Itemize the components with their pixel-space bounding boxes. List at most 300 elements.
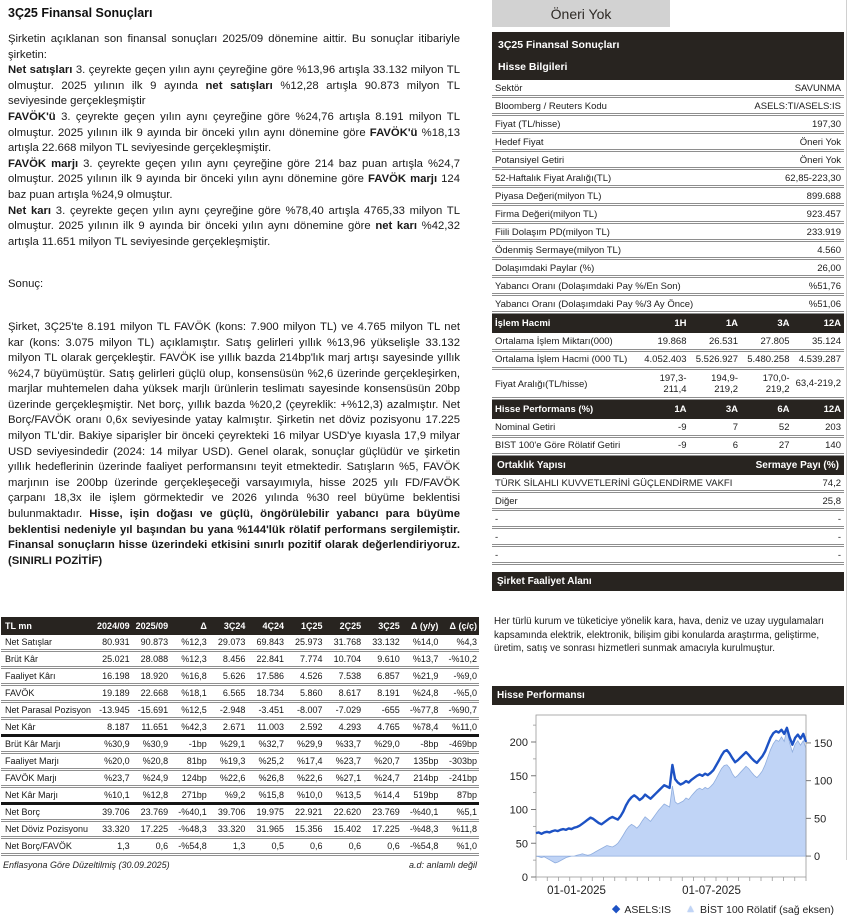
row-label: Net Kâr	[1, 719, 93, 736]
text-run: FAVÖK marjı	[367, 173, 438, 186]
faaliyet-header: Şirket Faaliyet Alanı	[492, 572, 844, 591]
cell-value: 81bp	[170, 753, 209, 770]
cell-value: 10.704	[325, 651, 364, 668]
row-value: 233.919	[806, 226, 841, 238]
financials-table-section	[1, 617, 479, 870]
table-row	[492, 116, 844, 134]
col-6a: 6A	[777, 404, 790, 415]
cell-value: %12,8	[132, 787, 171, 804]
table-row	[492, 98, 844, 116]
table-row	[1, 702, 479, 719]
cell-value: 7.538	[325, 668, 364, 685]
row-value: 4.539.287	[798, 354, 841, 365]
column-header: 4Ç24	[247, 617, 286, 635]
cell-value: %11,8	[440, 821, 479, 838]
cell-value: -13.945	[93, 702, 132, 719]
chart-legend	[492, 904, 844, 916]
table-row	[492, 370, 844, 400]
row-value: -	[837, 549, 841, 561]
cell-value: 0,6	[286, 838, 325, 855]
cell-value: -8.007	[286, 702, 325, 719]
table-row	[1, 685, 479, 702]
cell-value: %30,9	[132, 736, 171, 753]
cell-value: %26,8	[247, 770, 286, 787]
performans-table	[492, 419, 844, 456]
table-row	[492, 188, 844, 206]
cell-value: 22.921	[286, 804, 325, 821]
table-row	[492, 260, 844, 278]
row-label: Net Kâr Marjı	[1, 787, 93, 804]
text-run: 3. çeyrekte geçen yılın aynı çeyreğine göre 214 baz puan artışla %24,7 olmuştur. 2025 yılının ilk 9 ayında bir önceki yılın aynı dönemine göre	[8, 157, 460, 186]
cell-value: 0,5	[247, 838, 286, 855]
cell-value: 2.592	[286, 719, 325, 736]
table-row	[492, 333, 844, 352]
cell-value: 0,6	[132, 838, 171, 855]
triangle-marker-icon: ▲	[685, 903, 696, 915]
footnote-left: Enflasyona Göre Düzeltilmiş (30.09.2025)	[3, 860, 170, 870]
cell-value: 8.456	[209, 651, 248, 668]
table-row	[492, 170, 844, 188]
legend-item-asels	[612, 904, 671, 916]
cell-value: 0,6	[325, 838, 364, 855]
cell-value: %29,9	[286, 736, 325, 753]
row-label: Fiyat Aralığı(TL/hisse)	[495, 378, 588, 390]
cell-value: -%48,3	[170, 821, 209, 838]
cell-value: 22.841	[247, 651, 286, 668]
cell-value: 8.617	[325, 685, 364, 702]
cell-value: %4,3	[440, 635, 479, 651]
cell-value: 29.073	[209, 635, 248, 651]
row-value: 197,3- 211,4	[659, 372, 687, 395]
left-tick-label: 50	[515, 837, 528, 850]
row-value: 4.560	[817, 244, 841, 256]
cell-value: -%9,0	[440, 668, 479, 685]
cell-value: %13,5	[325, 787, 364, 804]
cell-value: 19.975	[247, 804, 286, 821]
row-label: Fiili Dolaşım PD(milyon TL)	[495, 226, 610, 238]
cell-value: %21,9	[402, 668, 441, 685]
cell-value: -%54,8	[170, 838, 209, 855]
table-row	[492, 438, 844, 457]
performance-chart-svg	[492, 709, 844, 901]
cell-value: -2.948	[209, 702, 248, 719]
cell-value: 214bp	[402, 770, 441, 787]
table-row	[1, 753, 479, 770]
cell-value: %18,1	[170, 685, 209, 702]
row-label: -	[495, 531, 499, 543]
column-header: Δ (ç/ç)	[440, 617, 479, 635]
row-label: Firma Değeri(milyon TL)	[495, 208, 598, 220]
table-row	[1, 651, 479, 668]
cell-value: %27,1	[325, 770, 364, 787]
row-value: 923.457	[806, 208, 841, 220]
cell-value: -8bp	[402, 736, 441, 753]
section-title: İşlem Hacmi	[495, 318, 551, 329]
row-value: 27	[778, 440, 790, 451]
cell-value: 25.021	[93, 651, 132, 668]
cell-value: %17,4	[286, 753, 325, 770]
col-12a: 12A	[823, 404, 841, 415]
row-value: Öneri Yok	[799, 136, 841, 148]
row-label: Yabancı Oranı (Dolaşımdaki Pay %/En Son)	[495, 280, 681, 292]
table-row	[1, 719, 479, 736]
row-label: Sektör	[495, 82, 523, 94]
cell-value: %12,5	[170, 702, 209, 719]
section-title: Hisse Performans (%)	[495, 404, 594, 415]
cell-value: %16,8	[170, 668, 209, 685]
cell-value: 69.843	[247, 635, 286, 651]
report-paragraph	[8, 110, 460, 157]
row-label: Dolaşımdaki Paylar (%)	[495, 262, 595, 274]
cell-value: -303bp	[440, 753, 479, 770]
cell-value: %20,8	[132, 753, 171, 770]
cell-value: 23.769	[363, 804, 402, 821]
column-header: 1Ç25	[286, 617, 325, 635]
cell-value: -%40,1	[402, 804, 441, 821]
row-label: Fiyat (TL/hisse)	[495, 118, 561, 130]
row-value: 140	[825, 440, 841, 451]
row-label: 52-Haftalık Fiyat Aralığı(TL)	[495, 172, 612, 184]
cell-value: 39.706	[93, 804, 132, 821]
column-header: 2024/09	[93, 617, 132, 635]
row-label: Yabancı Oranı (Dolaşımdaki Pay %/3 Ay Önce)	[495, 298, 694, 310]
cell-value: %42,3	[170, 719, 209, 736]
cell-value: -15.691	[132, 702, 171, 719]
cell-value: %23,7	[325, 753, 364, 770]
cell-value: 4.765	[363, 719, 402, 736]
text-run: net satışları	[205, 79, 273, 92]
table-row	[492, 547, 844, 565]
row-value: 25,8	[822, 495, 841, 507]
col-1a: 1A	[674, 404, 687, 415]
cell-value: 135bp	[402, 753, 441, 770]
table-row	[1, 736, 479, 753]
row-label: Nominal Getiri	[495, 421, 556, 433]
row-value: 19.868	[657, 335, 687, 347]
cell-value: 25.973	[286, 635, 325, 651]
table-row	[492, 224, 844, 242]
row-value: -	[837, 531, 841, 543]
row-value: Öneri Yok	[799, 154, 841, 166]
cell-value: 5.860	[286, 685, 325, 702]
cell-value: 5.626	[209, 668, 248, 685]
islem-hacmi-table	[492, 333, 844, 400]
financials-table	[1, 617, 479, 856]
text-run: 3. çeyrekte geçen yılın aynı çeyreğine göre %78,40 artışla 4765,33 milyon TL olmuştur. 2025 yılının ilk 9 ayında bir önceki yılın aynı dönemine göre	[8, 204, 460, 233]
row-label: Ödenmiş Sermaye(milyon TL)	[495, 244, 622, 256]
table-row	[492, 206, 844, 224]
cell-value: -%77,8	[402, 702, 441, 719]
text-run: 124 baz puan artışla %24,9 olmuştur.	[8, 173, 460, 201]
cell-value: -%10,2	[440, 651, 479, 668]
row-value: 899.688	[806, 190, 841, 202]
row-value: 6	[732, 440, 738, 451]
row-value: 26.531	[708, 335, 738, 347]
table-row	[1, 804, 479, 821]
report-paragraph	[8, 32, 460, 63]
cell-value: -%48,3	[402, 821, 441, 838]
right-tick-label: 50	[814, 812, 827, 825]
panel-header	[492, 32, 844, 80]
faaliyet-text: Her türlü kurum ve tüketiciye yönelik kara, hava, deniz ve uzay uygulamaları kapsamında elektrik, elektronik, bilişim gibi konularda araştırma, geliştirme, üretim, satış ve sonrası hizmetleri sunmak amacıyla kurulmuştur.	[494, 616, 824, 654]
page-right-border	[846, 0, 847, 860]
col-1h: 1H	[674, 318, 687, 329]
col-3a: 3A	[777, 318, 790, 329]
right-tick-label: 0	[814, 850, 821, 863]
cell-value: 271bp	[170, 787, 209, 804]
cell-value: %78,4	[402, 719, 441, 736]
conclusion-paragraph	[8, 320, 460, 570]
row-label: Faaliyet Marjı	[1, 753, 93, 770]
cell-value: 33.132	[363, 635, 402, 651]
cell-value: 18.920	[132, 668, 171, 685]
performance-chart	[492, 705, 844, 916]
table-row	[492, 352, 844, 371]
cell-value: %24,9	[132, 770, 171, 787]
cell-value: 23.769	[132, 804, 171, 821]
text-run: 3. çeyrekte geçen yılın aynı çeyreğine göre %13,96 artışla 33.132 milyon TL olmuştur. 2025 yılının ilk 9 ayında	[8, 64, 460, 92]
column-header: Δ (y/y)	[402, 617, 441, 635]
cell-value: -%90,7	[440, 702, 479, 719]
cell-value: %5,1	[440, 804, 479, 821]
cell-value: %1,0	[440, 838, 479, 855]
cell-value: %25,2	[247, 753, 286, 770]
cell-value: 16.198	[93, 668, 132, 685]
row-label: Piyasa Değeri(milyon TL)	[495, 190, 602, 202]
text-run: FAVÖK'ü	[8, 110, 56, 123]
panel-header-line1: 3Ç25 Finansal Sonuçları	[498, 39, 620, 51]
cell-value: -241bp	[440, 770, 479, 787]
cell-value: 87bp	[440, 787, 479, 804]
row-value: -9	[678, 421, 687, 433]
table-row	[1, 787, 479, 804]
text-run: %18,13 artışla 22.668 milyon TL seviyesinde gerçekleşmiştir.	[8, 126, 460, 155]
cell-value: 19.189	[93, 685, 132, 702]
row-value: 4.052.403	[644, 354, 687, 365]
column-header: 2Ç25	[325, 617, 364, 635]
column-header: 3Ç25	[363, 617, 402, 635]
col-3a: 3A	[725, 404, 738, 415]
cell-value: -7.029	[325, 702, 364, 719]
cell-value: %24,7	[363, 770, 402, 787]
cell-value: 124bp	[170, 770, 209, 787]
row-label: Ortalama İşlem Hacmi (000 TL)	[495, 354, 628, 366]
text-run: Şirket, 3Ç25'te 8.191 milyon TL FAVÖK (kons: 7.900 milyon TL) ve 4.765 milyon TL net kar (kons: 3.075 milyon TL) açıklamıştır. Satış gelirleri yıllık %13,96 yükselişle 33.132 milyon TL olarak gerçekleştir. FAVÖK ise yıllık bazda 214bp'lık marj artışı sayesinde yıllık %24,7 büyümüştür. Satış gelirleri güçlü olup, konsensüsün %2,6 üzerinde gerçekleşirken, marjlar muhtemelen daha yüksek marjlı ürünlerin teslimatı sayesinde konsensüsün 20bp üzerinde gerçekleşmiştir. Net borç, yıllık bazda %20,2 (çeyreklik: +%12,3) azalmıştır. Net Borç/FAVÖK oranı 0,6x seviyesinde yatay kalmıştır. Şirketin net döviz pozisyonu 17.225 milyon TL'dir. Bakiye siparişler bir önceki çeyrekteki 16 milyar USD'ye kıyasla 17,9 milyar USD seviyesindedir (2024: 14 milyar USD). Genel olarak, sonuçlar güçlüdür ve şirketin yıllık hedeflerinin üzerinde faaliyet performansını teyit etmektedir. Satışların %5, FAVÖK marjının ise 200bp üzerinde gerçekleşeceği varsayımıyla, hisse 2025 yılı FD/FAVÖK çarpanı 18,3x ile işlem görmektedir ve 2026 yılında %30 reel büyüme beklentisi bulunmaktadır.	[8, 320, 460, 521]
diamond-marker-icon: ◆	[611, 903, 621, 915]
text-run: 3. çeyrekte geçen yılın aynı çeyreğine göre %24,76 artışla 8.191 milyon TL olmuştur. 2025 yılının ilk 9 ayında bir önceki yılın aynı dönemine göre	[8, 110, 460, 139]
cell-value: %33,7	[325, 736, 364, 753]
legend-label-bist: BİST 100 Rölatif (sağ eksen)	[699, 903, 834, 916]
x-tick-label: 01-07-2025	[682, 884, 741, 897]
cell-value: 1,3	[209, 838, 248, 855]
left-tick-label: 0	[521, 871, 528, 884]
row-value: %51,06	[808, 298, 841, 310]
table-row	[1, 668, 479, 685]
cell-value: %9,2	[209, 787, 248, 804]
cell-value: -655	[363, 702, 402, 719]
row-value: -	[837, 513, 841, 525]
cell-value: -469bp	[440, 736, 479, 753]
row-label: Brüt Kâr	[1, 651, 93, 668]
cell-value: %20,0	[93, 753, 132, 770]
left-tick-label: 150	[509, 770, 528, 783]
cell-value: 18.734	[247, 685, 286, 702]
row-label: -	[495, 513, 499, 525]
report-paragraph	[8, 157, 460, 204]
cell-value: %12,3	[170, 635, 209, 651]
ortaklik-table	[492, 475, 844, 565]
table-row	[492, 511, 844, 529]
col-12a: 12A	[823, 318, 841, 329]
row-value: -9	[678, 440, 687, 451]
table-row	[492, 242, 844, 260]
table-row	[492, 296, 844, 314]
recommendation-tab[interactable]: Öneri Yok	[492, 0, 670, 27]
row-label: Ortalama İşlem Miktarı(000)	[495, 335, 613, 347]
row-value: ASELS:TI/ASELS:IS	[754, 100, 841, 112]
cell-value: 17.225	[363, 821, 402, 838]
row-value: %51,76	[808, 280, 841, 292]
cell-value: 33.320	[209, 821, 248, 838]
table-row	[1, 821, 479, 838]
text-run: Şirketin açıklanan son finansal sonuçları 2025/09 dönemine aittir. Bu sonuçlar itibariyle şirketin:	[8, 33, 460, 61]
cell-value: 4.526	[286, 668, 325, 685]
cell-value: 2.671	[209, 719, 248, 736]
right-tick-label: 150	[814, 737, 833, 750]
text-run: Net satışları	[8, 64, 73, 77]
chart-header: Hisse Performansı	[492, 686, 844, 705]
text-run: Net karı	[8, 204, 52, 217]
row-value: 35.124	[811, 335, 841, 347]
summary-panel	[492, 0, 844, 916]
row-label: Net Parasal Pozisyon	[1, 702, 93, 719]
row-value: 74,2	[822, 477, 841, 489]
cell-value: %23,7	[93, 770, 132, 787]
row-label: BIST 100'e Göre Rölatif Getiri	[495, 440, 621, 452]
cell-value: %24,8	[402, 685, 441, 702]
text-run: %42,32 artışla 11.651 milyon TL seviyesinde gerçekleşmiştir.	[8, 220, 460, 248]
performans-header	[492, 400, 844, 419]
financials-footnote	[1, 856, 479, 870]
islem-hacmi-header	[492, 314, 844, 333]
row-value: 203	[825, 421, 841, 433]
cell-value: 9.610	[363, 651, 402, 668]
row-value: 5.526.927	[695, 354, 738, 365]
text-run: FAVÖK'ü	[369, 126, 418, 139]
panel-header-line2: Hisse Bilgileri	[498, 61, 568, 73]
row-label: Hedef Fiyat	[495, 136, 544, 148]
cell-value: 33.320	[93, 821, 132, 838]
table-row	[492, 529, 844, 547]
row-label: TÜRK SİLAHLI KUVVETLERİNİ GÜÇLENDİRME VAKFI	[495, 477, 733, 489]
row-value: 170,0- 219,2	[762, 372, 790, 395]
left-tick-label: 100	[509, 804, 528, 816]
row-value: 194,9- 219,2	[711, 372, 738, 395]
row-label: Net Borç	[1, 804, 93, 821]
cell-value: 4.293	[325, 719, 364, 736]
row-value: 26,00	[817, 262, 841, 274]
table-row	[1, 770, 479, 787]
row-label: FAVÖK Marjı	[1, 770, 93, 787]
report-body	[8, 6, 460, 569]
cell-value: 6.565	[209, 685, 248, 702]
row-value: 5.480.258	[747, 354, 790, 365]
right-tick-label: 100	[814, 775, 833, 788]
column-header: Δ	[170, 617, 209, 635]
hisse-bilgileri-table	[492, 80, 844, 314]
cell-value: 17.586	[247, 668, 286, 685]
table-row	[492, 475, 844, 493]
cell-value: 28.088	[132, 651, 171, 668]
cell-value: %29,1	[209, 736, 248, 753]
table-row	[492, 80, 844, 98]
table-row	[492, 134, 844, 152]
cell-value: 7.774	[286, 651, 325, 668]
report-paragraphs	[8, 32, 460, 250]
row-label: Faaliyet Kârı	[1, 668, 93, 685]
cell-value: 39.706	[209, 804, 248, 821]
cell-value: 11.651	[132, 719, 171, 736]
table-row	[492, 419, 844, 438]
x-tick-label: 01-01-2025	[547, 884, 606, 897]
cell-value: 90.873	[132, 635, 171, 651]
cell-value: %13,7	[402, 651, 441, 668]
cell-value: %11,0	[440, 719, 479, 736]
text-run: %12,28 artışla 90.873 milyon TL seviyesinde gerçekleşmiştir	[8, 79, 460, 108]
col-1a: 1A	[725, 318, 738, 329]
page-title: 3Ç25 Finansal Sonuçları	[8, 6, 153, 20]
cell-value: %22,6	[209, 770, 248, 787]
cell-value: 8.191	[363, 685, 402, 702]
cell-value: 17.225	[132, 821, 171, 838]
cell-value: %32,7	[247, 736, 286, 753]
cell-value: -%54,8	[402, 838, 441, 855]
cell-value: 15.402	[325, 821, 364, 838]
left-tick-label: 200	[509, 736, 528, 749]
row-label: Brüt Kâr Marjı	[1, 736, 93, 753]
cell-value: 22.620	[325, 804, 364, 821]
cell-value: 15.356	[286, 821, 325, 838]
row-label: Net Satışlar	[1, 635, 93, 651]
row-label: Net Döviz Pozisyonu	[1, 821, 93, 838]
table-row	[492, 152, 844, 170]
report-paragraph	[8, 63, 460, 110]
report-paragraph	[8, 204, 460, 251]
cell-value: 80.931	[93, 635, 132, 651]
cell-value: %10,0	[286, 787, 325, 804]
conclusion-label: Sonuç:	[8, 278, 44, 291]
table-row	[492, 278, 844, 296]
footnote-right: a.d: anlamlı değil	[408, 860, 477, 870]
cell-value: %14,0	[402, 635, 441, 651]
row-label: Diğer	[495, 495, 518, 507]
table-row	[492, 493, 844, 511]
cell-value: 8.187	[93, 719, 132, 736]
column-header: 2025/09	[132, 617, 171, 635]
cell-value: 6.857	[363, 668, 402, 685]
row-label: Bloomberg / Reuters Kodu	[495, 100, 607, 112]
column-header: TL mn	[1, 617, 93, 635]
ortaklik-header	[492, 456, 844, 475]
row-value: 7	[732, 421, 738, 433]
cell-value: -%40,1	[170, 804, 209, 821]
row-value: 62,85-223,30	[785, 172, 841, 184]
sermaye-payi-col: Sermaye Payı (%)	[755, 460, 839, 471]
cell-value: 0,6	[363, 838, 402, 855]
cell-value: 31.768	[325, 635, 364, 651]
row-label: Net Borç/FAVÖK	[1, 838, 93, 855]
cell-value: %20,7	[363, 753, 402, 770]
